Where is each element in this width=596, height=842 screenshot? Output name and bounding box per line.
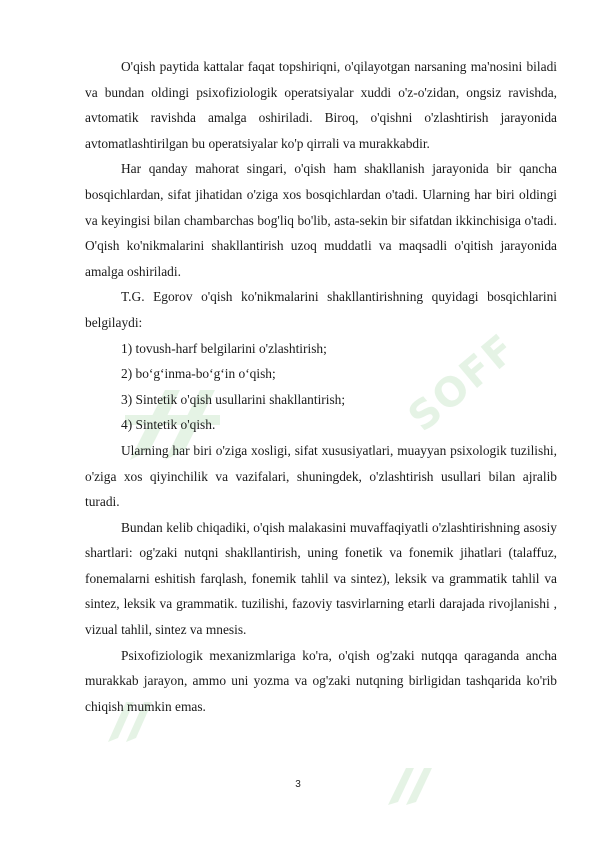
document-body <box>85 54 557 719</box>
list-item: 3) Sintetik o'qish usullarini shakllantirish; <box>121 391 346 407</box>
paragraph: T.G. Egorov o'qish ko'nikmalarini shakllantirishning quyidagi bosqichlarini belgilaydi: <box>85 289 557 330</box>
watermark-text: SOFF <box>399 325 526 441</box>
paragraph: O'qish paytida kattalar faqat topshiriqni, o'qilayotgan narsaning ma'nosini biladi va bundan oldingi psixofiziologik operatsiyalar xuddi o'z-o'zidan, ongsiz ravishda, avtomatik ravishda amalga oshiriladi. Biroq, o'qishni o'zlashtirish jarayonida avtomatlashtirilgan bu operatsiyalar ko'p qirrali va murakkabdir. <box>85 59 557 151</box>
paragraph: Psixofiziologik mexanizmlariga ko'ra, o'qish og'zaki nutqqa qaraganda ancha murakkab jarayon, ammo uni yozma va og'zaki nutqning birligidan tashqarida ko'rib chiqish mumkin emas. <box>85 647 557 714</box>
page-number: 3 <box>295 779 301 790</box>
list-item: 1) tovush-harf belgilarini o'zlashtirish; <box>121 340 327 356</box>
paragraph: Har qanday mahorat singari, o'qish ham shakllanish jarayonida bir qancha bosqichlardan, sifat jihatidan o'ziga xos bosqichlardan o'tadi. Ularning har biri oldingi va keyingisi bilan chambarchas bog'liq bo'lib, asta-sekin bir sifatdan ikkinchisiga o'tadi. O'qish ko'nikmalarini shakllantirish uzoq muddatli va maqsadli o'qitish jarayonida amalga oshiriladi. <box>85 161 557 279</box>
paragraph: Bundan kelib chiqadiki, o'qish malakasini muvaffaqiyatli o'zlashtirishning asosiy shartlari: og'zaki nutqni shakllantirish, uning fonetik va fonemik jihatlari (talaffuz, fonemalarni eshitish farqlash, fonemik tahlil va sintez), leksik va grammatik tahlil va sintez, leksik va grammatik. tuzilishi, fazoviy tasvirlarning etarli darajada rivojlanishi , vizual tahlil, sintez va mnesis. <box>85 519 557 638</box>
paragraph: Ularning har biri o'ziga xosligi, sifat xususiyatlari, muayyan psixologik tuzilishi, o'ziga xos qiyinchilik va vazifalari, shuningdek, o'zlashtirish usullari bilan ajralib turadi. <box>85 442 557 510</box>
stages-list <box>85 336 557 438</box>
list-item: 4) Sintetik o'qish. <box>121 417 216 433</box>
list-item: 2) bo‘g‘inma-bo‘g‘in o‘qish; <box>121 366 276 382</box>
